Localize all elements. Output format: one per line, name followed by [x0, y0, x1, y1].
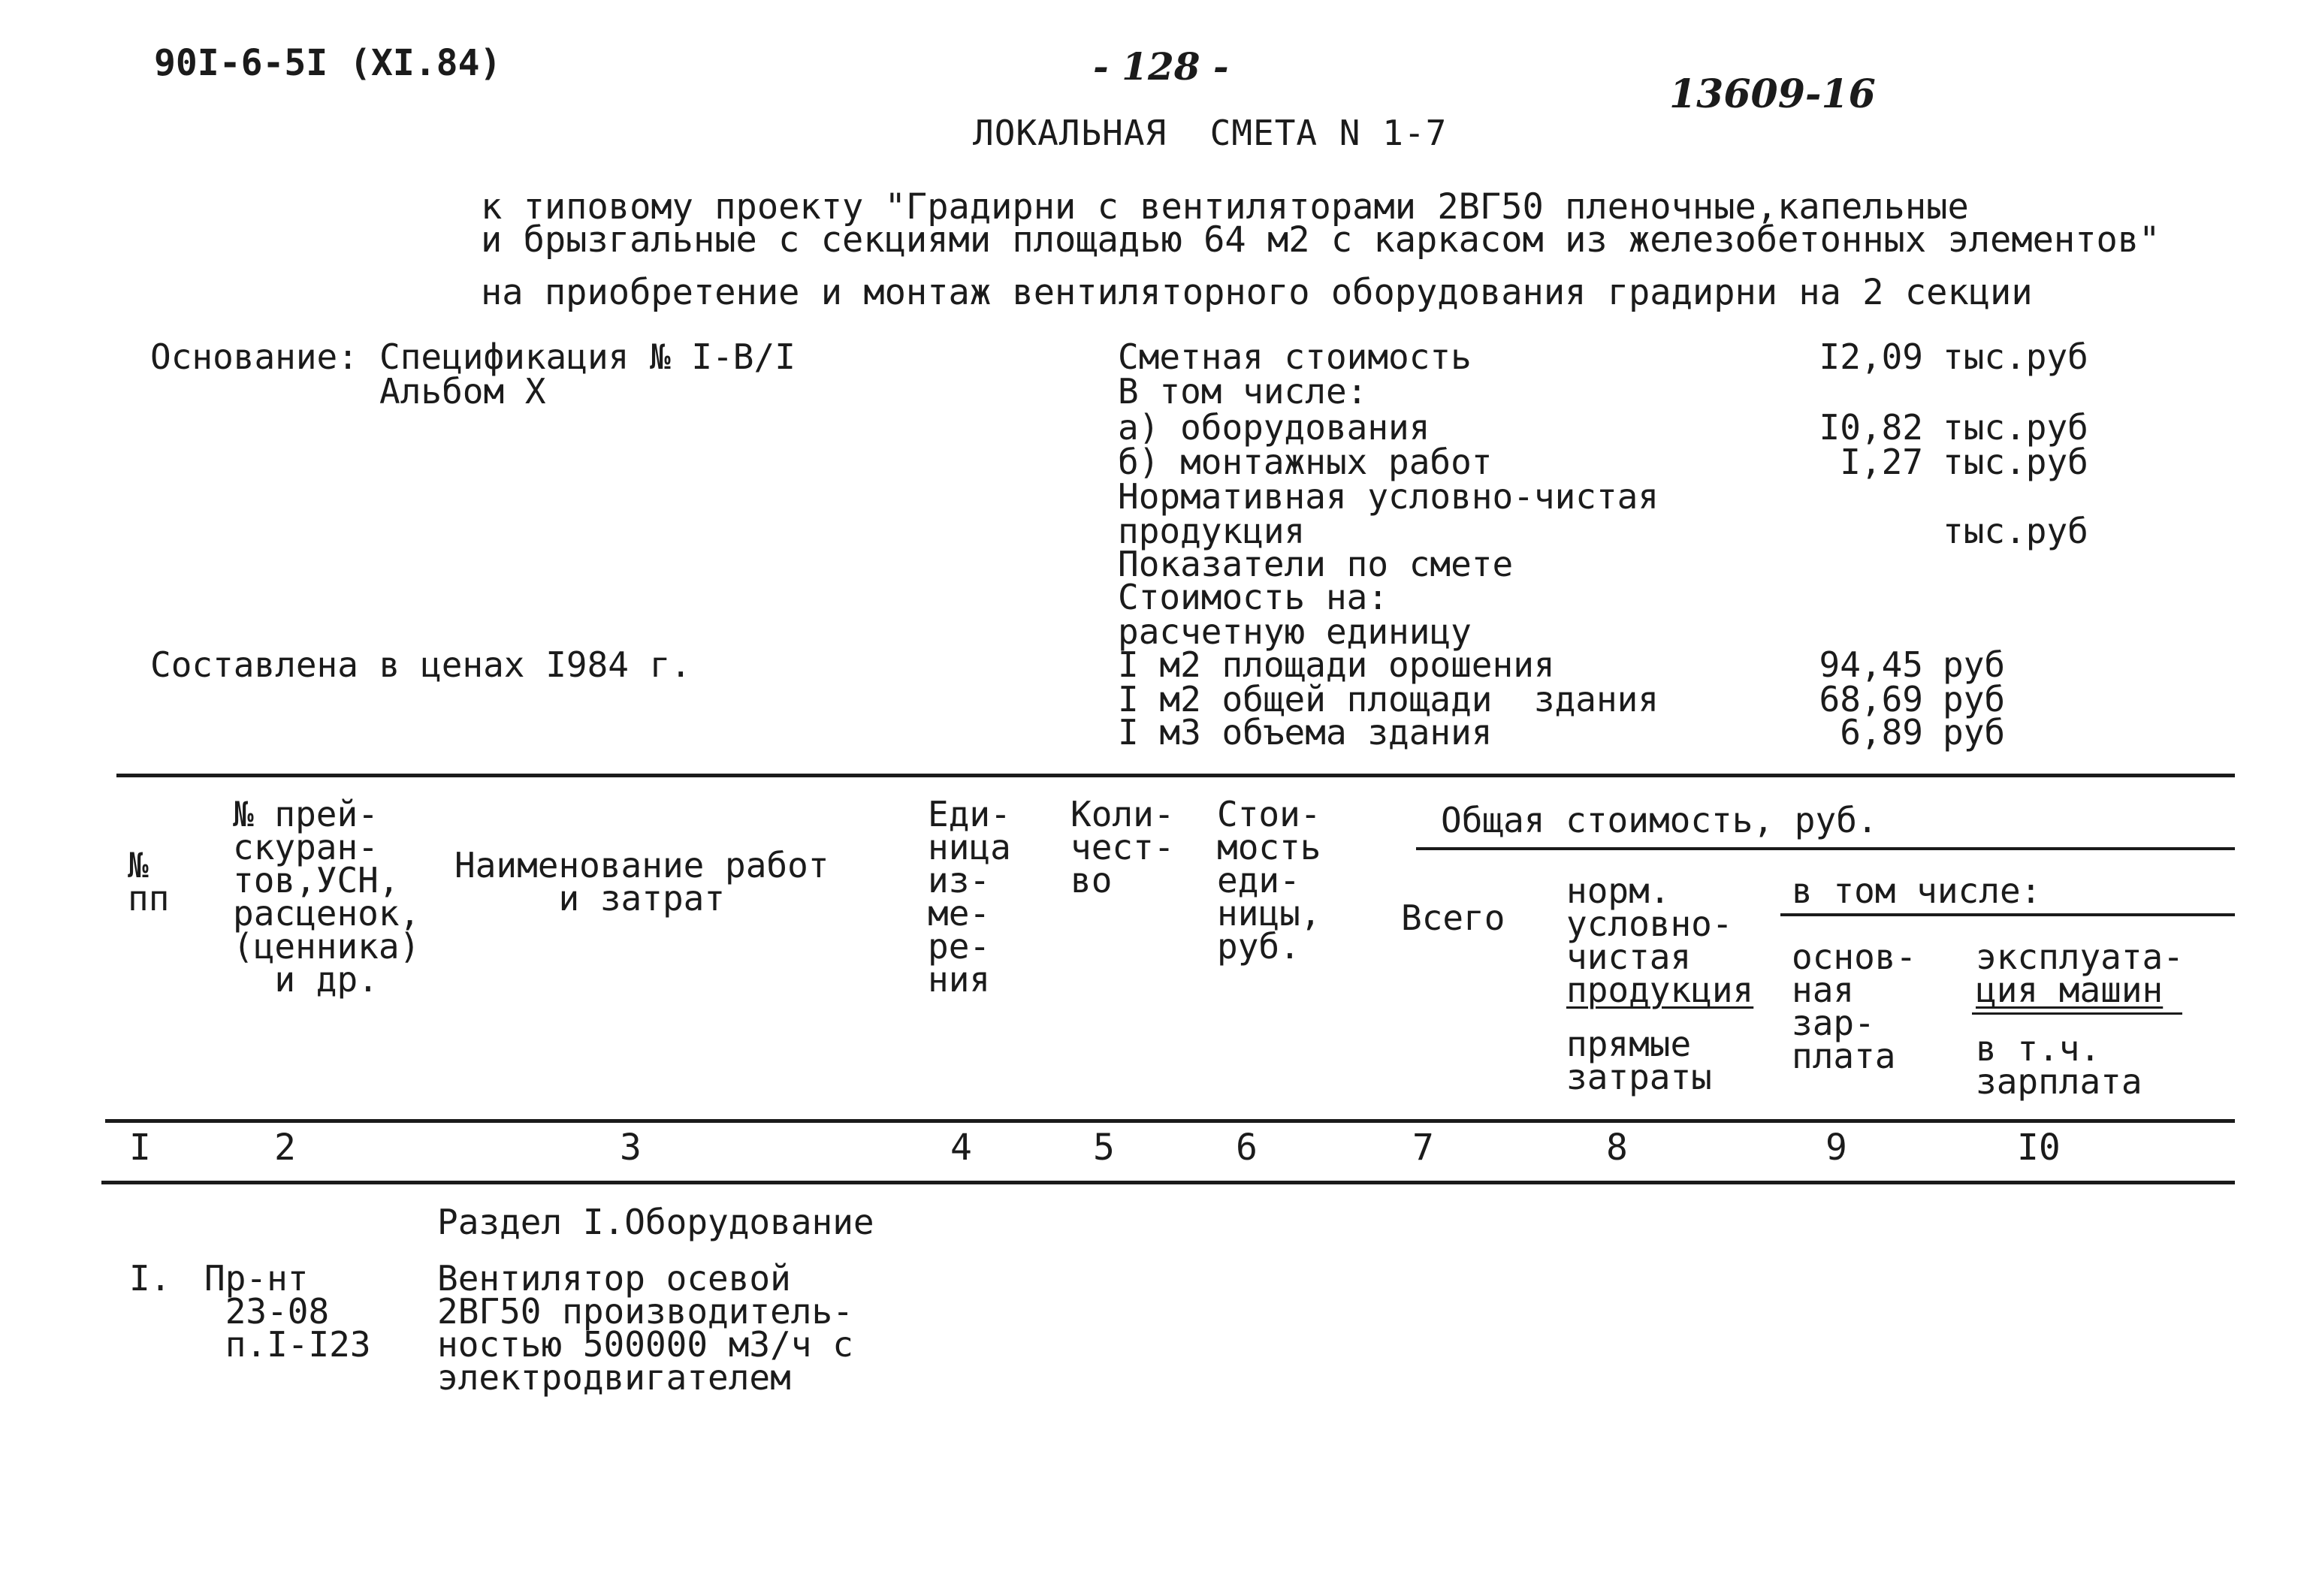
header-total-cost-group: Общая стоимость, руб. — [1441, 800, 1878, 840]
summary-label: продукция — [1118, 511, 1306, 551]
summary-label: Сметная стоимость — [1118, 336, 1472, 377]
column-number: 4 — [950, 1127, 972, 1169]
row-price-reference: Пр-нт 23-08 п.I-I23 — [204, 1258, 371, 1365]
summary-unit: руб — [1943, 644, 2006, 685]
column-number: 9 — [1825, 1127, 1847, 1169]
header-machine-salary: в т.ч. зарплата — [1976, 1028, 2142, 1102]
row-work-name: Вентилятор осевой 2ВГ50 производитель- ностью 500000 м3/ч с электродвигателем — [437, 1258, 853, 1398]
archive-number: 13609-16 — [1669, 71, 1876, 117]
column-number: 6 — [1236, 1127, 1258, 1169]
header-machine-operation-underlined: ция машин — [1976, 970, 2164, 1010]
summary-value: 68,69 — [1819, 679, 1923, 720]
summary-label: I м3 объема здания — [1118, 712, 1493, 753]
document-title: ЛОКАЛЬНАЯ СМЕТА N 1-7 — [973, 113, 1448, 153]
summary-label: а) оборудования — [1118, 407, 1430, 448]
prices-note: Составлена в ценах I984 г. — [150, 644, 692, 685]
document-code: 90I-6-5I (XI.84) — [154, 42, 502, 84]
section-title: Раздел I.Оборудование — [437, 1202, 874, 1242]
row-number: I. — [129, 1258, 171, 1299]
basis-label: Основание: — [150, 336, 358, 377]
subtitle-line-2: и брызгальные с секциями площадью 64 м2 с каркасом из железобетонных элементов" — [481, 219, 2161, 261]
column-number: I — [129, 1127, 151, 1169]
total-group-rule — [1416, 847, 2235, 850]
subtitle-line-3: на приобретение и монтаж вентиляторного оборудования градирни на 2 секции — [481, 272, 2033, 313]
page-number: - 128 - — [1093, 44, 1229, 89]
header-unit: Еди- ница из- ме- ре- ния — [928, 794, 1011, 1000]
header-work-name: Наименование работ и затрат — [454, 845, 829, 919]
machine-operation-rule — [1972, 1012, 2182, 1015]
summary-label: Стоимость на: — [1118, 577, 1389, 617]
summary-unit: руб — [1943, 679, 2006, 720]
table-top-rule — [116, 774, 2235, 777]
subtitle-line-1: к типовому проекту "Градирни с вентиляторами 2ВГ50 пленочные,капельные — [481, 186, 1969, 228]
summary-unit: тыс.руб — [1943, 336, 2088, 377]
summary-unit: тыс.руб — [1943, 442, 2088, 482]
header-unit-cost: Стои- мость еди- ницы, руб. — [1217, 794, 1321, 967]
basis-line-2: Альбом X — [379, 371, 546, 412]
header-price-reference: № прей- скуран- тов,УСН, расценок, (ценника) и др. — [233, 794, 421, 1000]
summary-label: Нормативная условно-чистая — [1118, 476, 1659, 517]
column-number: 3 — [620, 1127, 642, 1169]
header-net-product: норм. условно- чистая — [1566, 870, 1733, 977]
summary-value: I,27 — [1840, 442, 1923, 482]
summary-value: I0,82 — [1819, 407, 1923, 448]
header-machine-operation: эксплуата- — [1976, 937, 2184, 977]
header-total: Всего — [1401, 898, 1505, 938]
header-quantity: Коли- чест- во — [1070, 794, 1175, 901]
summary-label: Показатели по смете — [1118, 544, 1514, 584]
column-numbers-top-rule — [105, 1119, 2235, 1123]
summary-unit: руб — [1943, 712, 2006, 753]
column-number: 7 — [1412, 1127, 1434, 1169]
column-number: I0 — [2017, 1127, 2061, 1169]
summary-unit: тыс.руб — [1943, 407, 2088, 448]
header-row-number: № пп — [128, 845, 170, 919]
column-number: 8 — [1606, 1127, 1628, 1169]
summary-label: I м2 площади орошения — [1118, 644, 1555, 685]
summary-unit: тыс.руб — [1943, 511, 2088, 551]
summary-label: б) монтажных работ — [1118, 442, 1493, 482]
summary-label: I м2 общей площади здания — [1118, 679, 1659, 720]
basis-line-1: Спецификация № I-B/I — [379, 336, 796, 377]
column-numbers-bottom-rule — [101, 1181, 2235, 1184]
header-direct-costs: прямые затраты — [1566, 1024, 1712, 1097]
summary-value: 94,45 — [1819, 644, 1923, 685]
column-number: 2 — [274, 1127, 296, 1169]
header-including-group: в том числе: — [1792, 870, 2042, 911]
including-group-rule — [1780, 913, 2235, 916]
header-net-product-underlined: продукция — [1566, 970, 1754, 1010]
summary-label: расчетную единицу — [1118, 611, 1472, 652]
column-number: 5 — [1093, 1127, 1115, 1169]
summary-value: I2,09 — [1819, 336, 1923, 377]
summary-label: В том числе: — [1118, 371, 1368, 412]
summary-value: 6,89 — [1840, 712, 1923, 753]
header-base-salary: основ- ная зар- плата — [1792, 937, 1917, 1076]
